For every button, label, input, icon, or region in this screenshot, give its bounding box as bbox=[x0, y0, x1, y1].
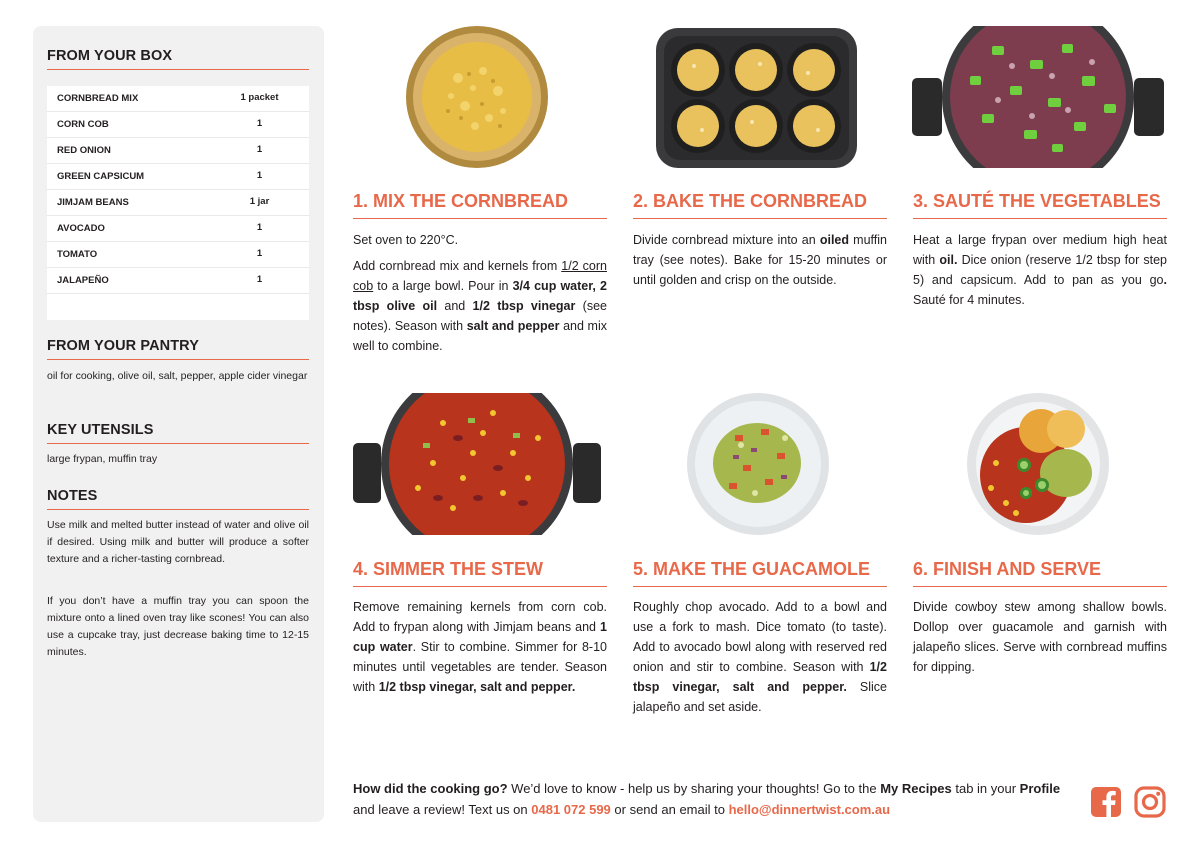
step-5-title: 5. MAKE THE GUACAMOLE bbox=[633, 559, 887, 587]
ingredient-name: TOMATO bbox=[57, 249, 98, 260]
table-row bbox=[47, 216, 309, 242]
ingredient-name: GREEN CAPSICUM bbox=[57, 171, 145, 182]
ingredient-qty: 1 bbox=[256, 118, 263, 129]
notes-paragraph: If you don’t have a muffin tray you can spoon the mixture onto a lined oven tray like scones! You can also use a cupcake tray, just decrease baking time to 12-15 minutes. bbox=[47, 595, 309, 658]
notes-paragraph: Use milk and melted butter instead of water and olive oil if desired. Using milk and butter will produce a softer texture and a richer-tasting cornbread. bbox=[47, 519, 309, 565]
utensils-text: large frypan, muffin tray bbox=[47, 453, 158, 465]
step-6-paragraph: Divide cowboy stew among shallow bowls. Dollop over guacamole and garnish with jalapeño slices. Serve with cornbread muffins for dipping. bbox=[913, 600, 1167, 674]
ingredients-table bbox=[47, 86, 309, 320]
frypan-vegetables-image bbox=[912, 26, 1164, 168]
frypan-stew-image bbox=[353, 393, 601, 535]
step-6-body bbox=[913, 597, 1167, 683]
table-row bbox=[47, 112, 309, 138]
feedback-text: How did the cooking go? We’d love to know - help us by sharing your thoughts! Go to the My Recipes tab in your Profile and leave a review! Text us on 0481 072 599 or send an email to hello@dinnertwist.com.au bbox=[353, 781, 1061, 817]
table-row bbox=[47, 86, 309, 112]
table-row bbox=[47, 268, 309, 294]
ingredient-name: CORNBREAD MIX bbox=[57, 93, 139, 104]
ingredient-name: JALAPEÑO bbox=[57, 275, 109, 286]
from-your-box-heading: FROM YOUR BOX bbox=[47, 48, 309, 70]
step-4-body bbox=[353, 597, 607, 703]
muffin-tray-image bbox=[656, 28, 857, 168]
step-1-body bbox=[353, 230, 607, 362]
table-row bbox=[47, 164, 309, 190]
email-link[interactable]: hello@dinnertwist.com.au bbox=[728, 802, 891, 817]
from-your-pantry-heading: FROM YOUR PANTRY bbox=[47, 338, 309, 360]
step-3-paragraph: Heat a large frypan over medium high heat with oil. Dice onion (reserve 1/2 tbsp for step 5) and capsicum. Add to pan as you go. Sauté for 4 minutes. bbox=[913, 233, 1168, 307]
step-4-title: 4. SIMMER THE STEW bbox=[353, 559, 607, 587]
step-2-paragraph: Divide cornbread mixture into an oiled muffin tray (see notes). Bake for 15-20 minutes or until golden and crisp on the outside. bbox=[633, 233, 887, 287]
table-row bbox=[47, 242, 309, 268]
step-4-paragraph: Remove remaining kernels from corn cob. Add to frypan along with Jimjam beans and 1 cup water. Stir to combine. Simmer for 8-10 minutes until vegetables are tender. Season with 1/2 tbsp vinegar, salt and pepper. bbox=[353, 600, 607, 694]
ingredient-name: RED ONION bbox=[57, 145, 111, 156]
step-2-body bbox=[633, 230, 887, 296]
cornbread-mix-bowl-image bbox=[403, 26, 551, 168]
ingredient-name: JIMJAM BEANS bbox=[57, 197, 129, 208]
facebook-icon[interactable] bbox=[1090, 786, 1122, 818]
step-3-title: 3. SAUTÉ THE VEGETABLES bbox=[913, 191, 1167, 219]
phone-link[interactable]: 0481 072 599 bbox=[531, 802, 611, 817]
key-utensils-heading: KEY UTENSILS bbox=[47, 422, 309, 444]
sidebar bbox=[33, 26, 324, 822]
step-2-title: 2. BAKE THE CORNBREAD bbox=[633, 191, 887, 219]
step-6-title: 6. FINISH AND SERVE bbox=[913, 559, 1167, 587]
ingredient-qty: 1 bbox=[256, 248, 263, 259]
step-3-body bbox=[913, 230, 1167, 316]
step-5-body bbox=[633, 597, 887, 723]
table-row bbox=[47, 190, 309, 216]
ingredient-qty: 1 bbox=[256, 222, 263, 233]
ingredient-qty: 1 packet bbox=[240, 92, 279, 103]
served-bowl-image bbox=[966, 393, 1110, 535]
table-row bbox=[47, 138, 309, 164]
step-5-paragraph: Roughly chop avocado. Add to a bowl and use a fork to mash. Dice tomato (to taste). Add to avocado bowl along with reserved red onion and stir to combine. Season with 1/2 tbsp vinegar, salt and pepper. Slice jalapeño and set aside. bbox=[633, 600, 887, 714]
pantry-text: oil for cooking, olive oil, salt, pepper, apple cider vinegar bbox=[47, 370, 308, 382]
notes-heading: NOTES bbox=[47, 488, 309, 510]
ingredient-qty: 1 bbox=[256, 170, 263, 181]
step-1-title: 1. MIX THE CORNBREAD bbox=[353, 191, 607, 219]
instagram-icon[interactable] bbox=[1134, 786, 1166, 818]
guacamole-bowl-image bbox=[685, 393, 831, 535]
step-1-paragraph: Add cornbread mix and kernels from 1/2 corn cob to a large bowl. Pour in 3/4 cup water, 2 tbsp olive oil and 1/2 tbsp vinegar (see notes). Season with salt and pepper and mix well to combine. bbox=[353, 259, 607, 353]
ingredient-name: AVOCADO bbox=[57, 223, 105, 234]
ingredient-name: CORN COB bbox=[57, 119, 109, 130]
step-1-paragraph: Set oven to 220°C. bbox=[353, 233, 459, 247]
ingredient-qty: 1 jar bbox=[249, 196, 270, 207]
ingredient-qty: 1 bbox=[256, 274, 263, 285]
ingredient-qty: 1 bbox=[256, 144, 263, 155]
